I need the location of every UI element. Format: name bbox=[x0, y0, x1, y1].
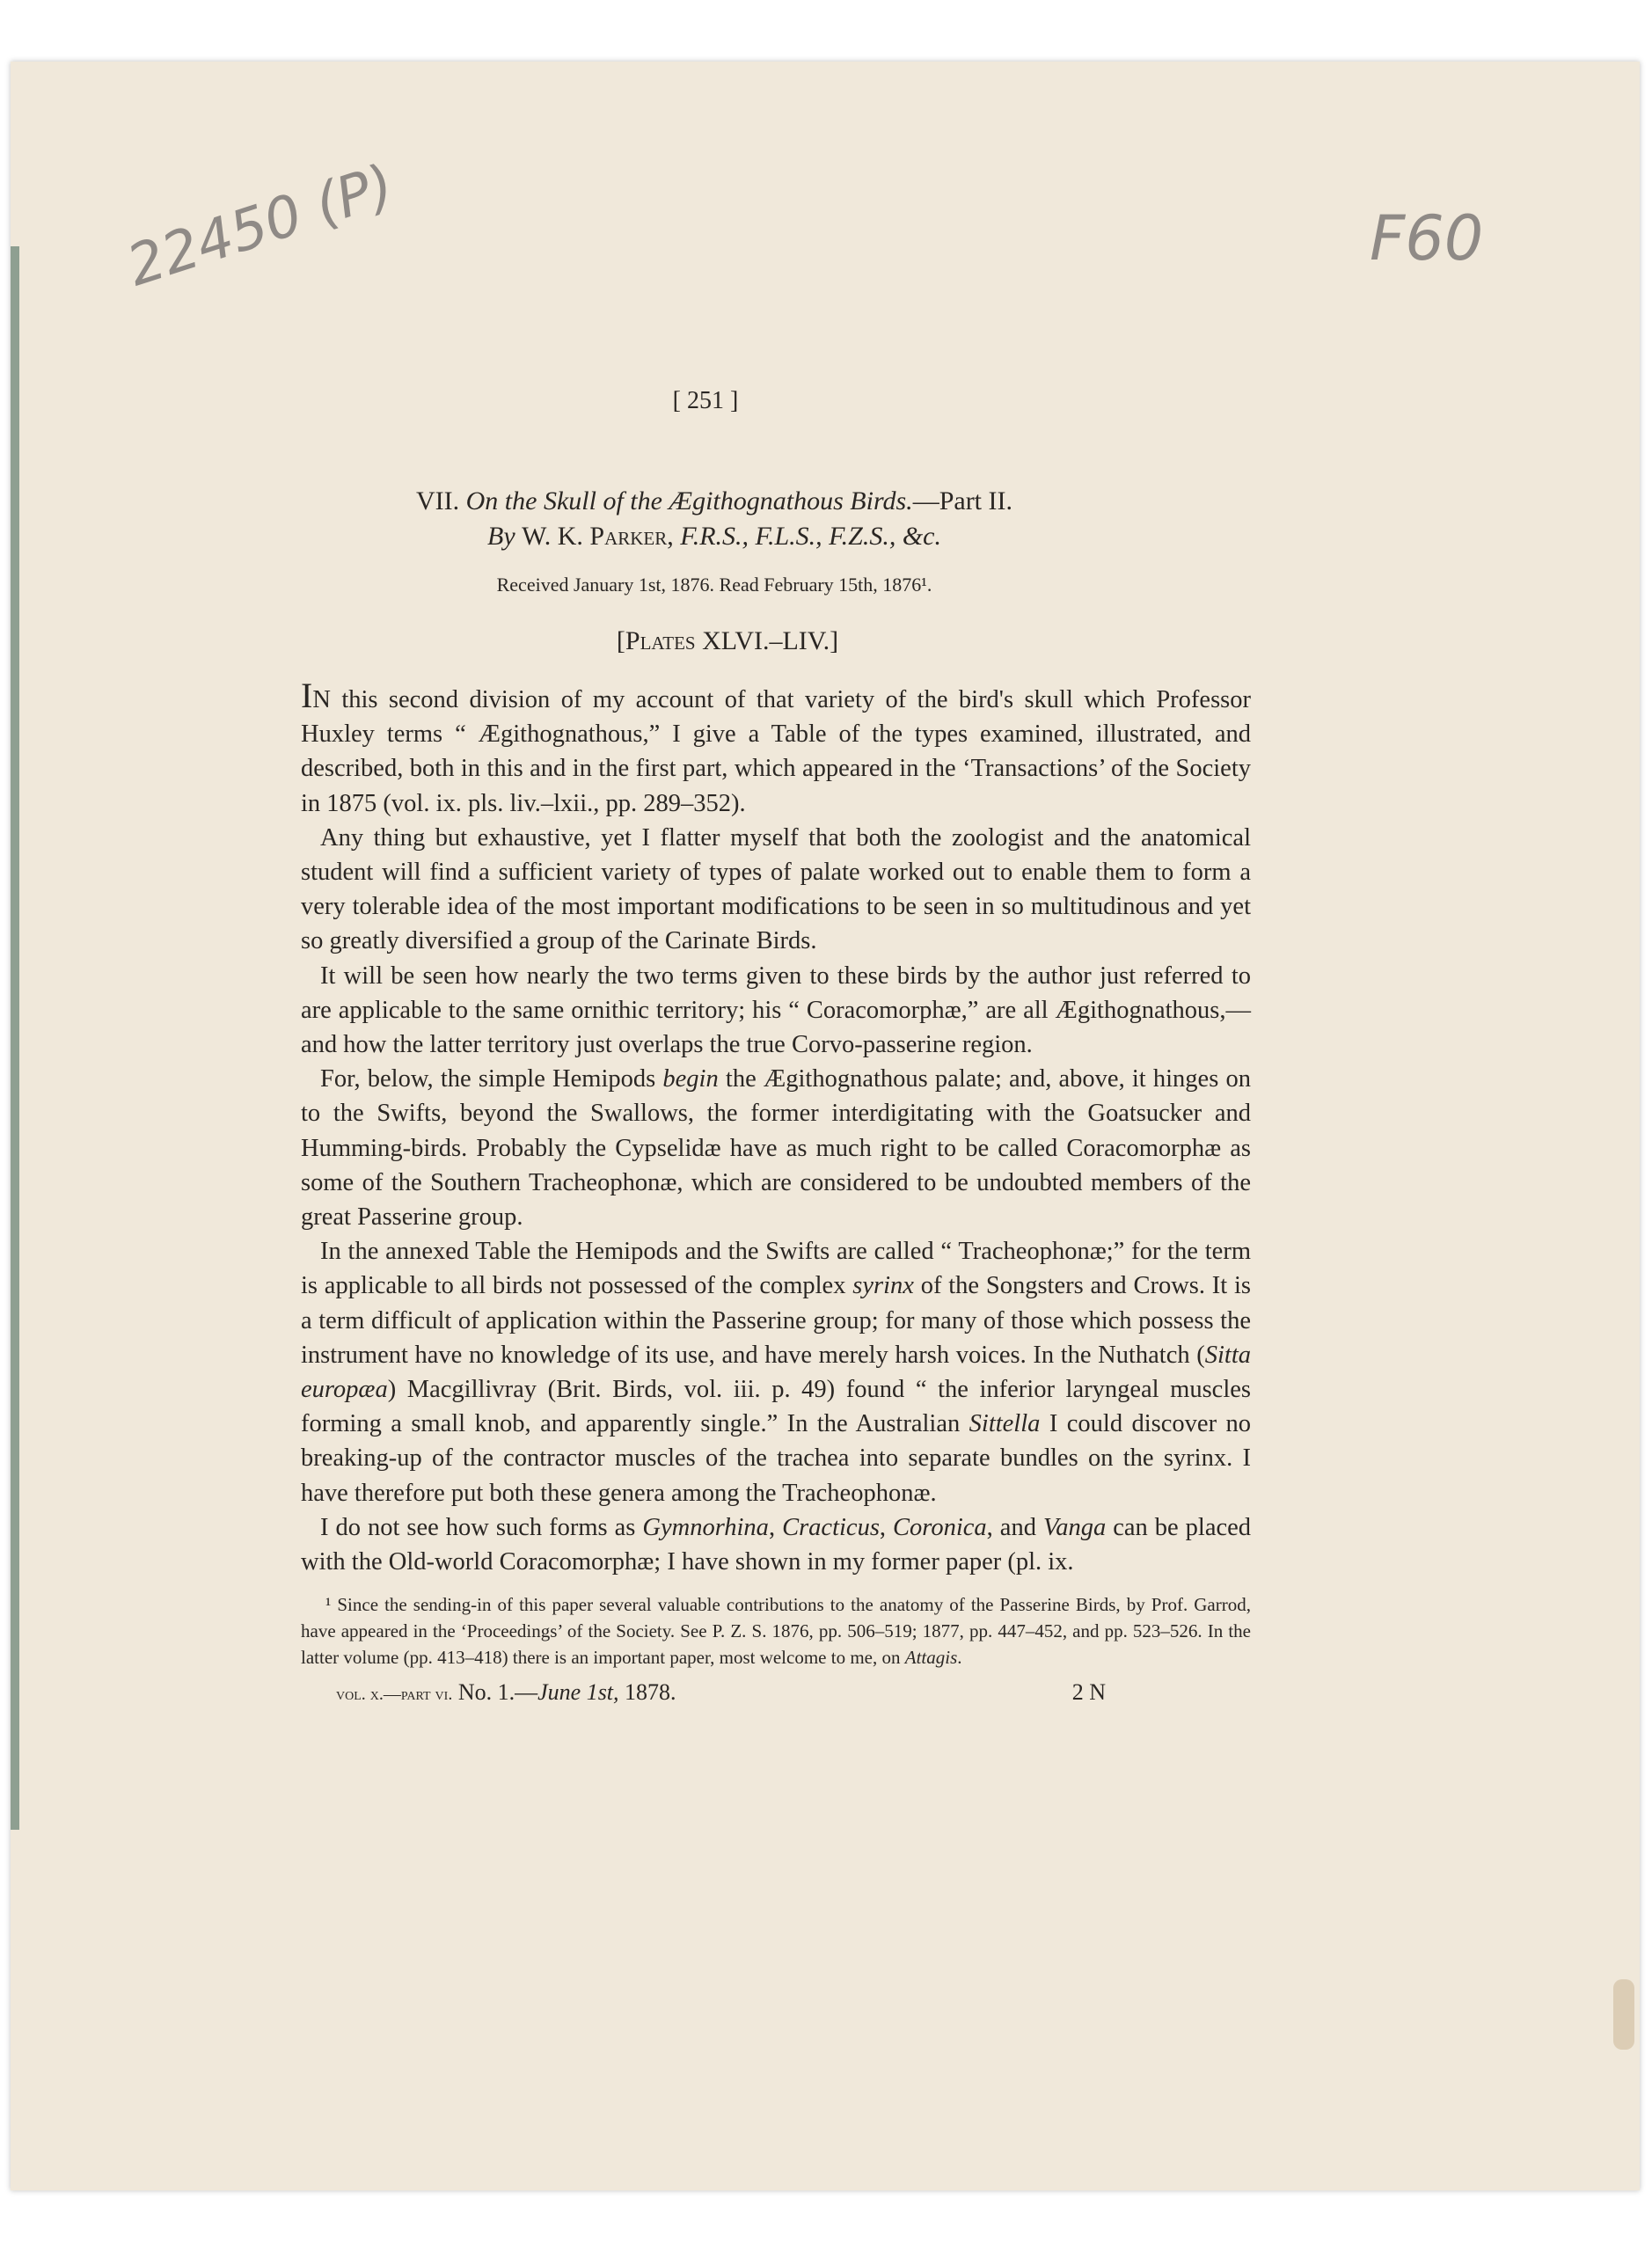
footer-citation bbox=[336, 1679, 676, 1706]
title-italic: On the Skull of the Ægithognathous Birds. bbox=[465, 486, 913, 515]
drop-cap: I bbox=[301, 676, 313, 715]
paragraph-5 bbox=[301, 1234, 1251, 1510]
footer-date: June 1st, bbox=[537, 1679, 619, 1706]
p6-sep-1: , bbox=[768, 1513, 783, 1541]
page-content bbox=[301, 387, 1251, 1706]
p4-text-b: the Ægithognathous palate; and, above, it hinges on to the Swifts, beyond the Swallows, the former interdigitating with the Goatsucker and Humming-birds. Probably the Cypselidæ have as much right to be called Coracomorphæ as some of the Southern Tracheophonæ, which are considered to be undoubted members of the great Passerine group. bbox=[301, 1065, 1251, 1232]
article-title bbox=[178, 484, 1251, 554]
p6-italic-coronica: Coronica bbox=[893, 1513, 987, 1541]
p6-text-a: I do not see how such forms as bbox=[320, 1513, 643, 1541]
p6-italic-cracticus: Cracticus bbox=[782, 1513, 880, 1541]
footnote-text bbox=[301, 1591, 1251, 1671]
p5-italic-syrinx: syrinx bbox=[852, 1272, 914, 1300]
p6-italic-gymnorhina: Gymnorhina bbox=[642, 1513, 769, 1541]
p4-text-a: For, below, the simple Hemipods bbox=[320, 1065, 663, 1093]
author-name: W. K. Parker, bbox=[522, 522, 674, 551]
p5-italic-sitta: Sitta europæa bbox=[301, 1341, 1251, 1404]
author-by: By bbox=[487, 522, 515, 551]
p6-italic-vanga: Vanga bbox=[1042, 1513, 1107, 1541]
footnote-text-a: ¹ Since the sending-in of this paper several valuable contributions to the anatomy of the Passerine Birds, by Prof. Garrod, have appeared in the ‘Proceedings’ of the Society. See P. Z. S. 1876, pp. 506–519; 1877, pp. 447–452, and pp. 523–526. In the latter volume (pp. 413–418) there is an important paper, most welcome to me, on bbox=[301, 1594, 1251, 1669]
paper-stain bbox=[1613, 1979, 1634, 2050]
p5-text-a: In the annexed Table the Hemipods and the Swifts are called “ Tracheophonæ;” for the term is applicable to all birds not possessed of the complex bbox=[301, 1238, 1251, 1300]
page-footer bbox=[301, 1679, 1251, 1706]
footer-volume: vol. x.—part vi. bbox=[336, 1685, 453, 1705]
footer-year: 1878. bbox=[618, 1679, 676, 1706]
p5-text-c: ) Macgillivray (Brit. Birds, vol. iii. p. 49) found “ the inferior laryngeal muscles forming a small knob, and apparently single.” In the Australian bbox=[301, 1376, 1251, 1438]
received-line: Received January 1st, 1876. Read February 15th, 1876¹. bbox=[496, 574, 932, 596]
p5-text-d: I could discover no breaking-up of the contractor muscles of the trachea into separate bundles on the syrinx. I have therefore put both these genera among the Tracheophonæ. bbox=[301, 1410, 1251, 1507]
paper-sheet bbox=[11, 62, 1640, 2190]
footnote-text-b: . bbox=[957, 1647, 962, 1669]
p6-sep-3: , and bbox=[986, 1513, 1043, 1541]
paragraph-1-text: N this second division of my account of that variety of the bird's skull which Professor Huxley terms “ Ægithognathous,” I give a Table of the types examined, illustrated, and described, both in this and in the first part, which appeared in the ‘Transactions’ of the Society in 1875 (vol. ix. pls. liv.–lxii., pp. 289–352). bbox=[301, 686, 1251, 817]
binding-strip bbox=[11, 246, 19, 1830]
author-line bbox=[178, 519, 1251, 554]
p6-sep-2: , bbox=[879, 1513, 894, 1541]
article-body bbox=[301, 676, 1252, 1579]
footnote bbox=[301, 1591, 1251, 1671]
paragraph-3: It will be seen how nearly the two terms given to these birds by the author just referred to are applicable to the same ornithic territory; his “ Coracomorphæ,” are all Ægithognathous,—and how the latter territory just overlaps the true Corvo-passerine region. bbox=[301, 961, 1251, 1059]
paragraph-6 bbox=[301, 1510, 1251, 1579]
p5-text-b: of the Songsters and Crows. It is a term difficult of application within the Passerine group; for many of those which possess the instrument have no knowledge of its use, and have merely harsh voices. In the Nuthatch ( bbox=[301, 1272, 1252, 1369]
footnote-italic: Attagis bbox=[904, 1647, 958, 1669]
paragraph-4 bbox=[301, 1062, 1251, 1234]
title-part: —Part II. bbox=[912, 486, 1012, 515]
page-number: [ 251 ] bbox=[672, 387, 739, 414]
paragraph-2: Any thing but exhaustive, yet I flatter myself that both the zoologist and the anatomical student will find a sufficient variety of types of palate worked out to enable them to form a very tolerable idea of the most important modifications to be seen in so multitudinous and yet so greatly diversified a group of the Carinate Birds. bbox=[301, 823, 1251, 955]
p6-text-b: can be placed with the Old-world Coracomorphæ; I have shown in my former paper (pl. ix. bbox=[301, 1513, 1252, 1576]
title-number: VII. bbox=[415, 486, 460, 515]
paragraph-1 bbox=[301, 676, 1251, 821]
footer-number: No. 1.— bbox=[457, 1679, 538, 1706]
p4-italic: begin bbox=[662, 1065, 719, 1093]
plates-line: [Plates XLVI.–LIV.] bbox=[616, 626, 839, 655]
p5-italic-sittella: Sittella bbox=[969, 1410, 1041, 1438]
author-degrees: F.R.S., F.L.S., F.Z.S., &c. bbox=[680, 522, 941, 551]
title-line bbox=[178, 484, 1251, 519]
pencil-annotation-right: F60 bbox=[1370, 202, 1484, 274]
footer-signature: 2 N bbox=[1071, 1679, 1106, 1706]
pencil-annotation-left: 22450 (P) bbox=[120, 152, 402, 300]
